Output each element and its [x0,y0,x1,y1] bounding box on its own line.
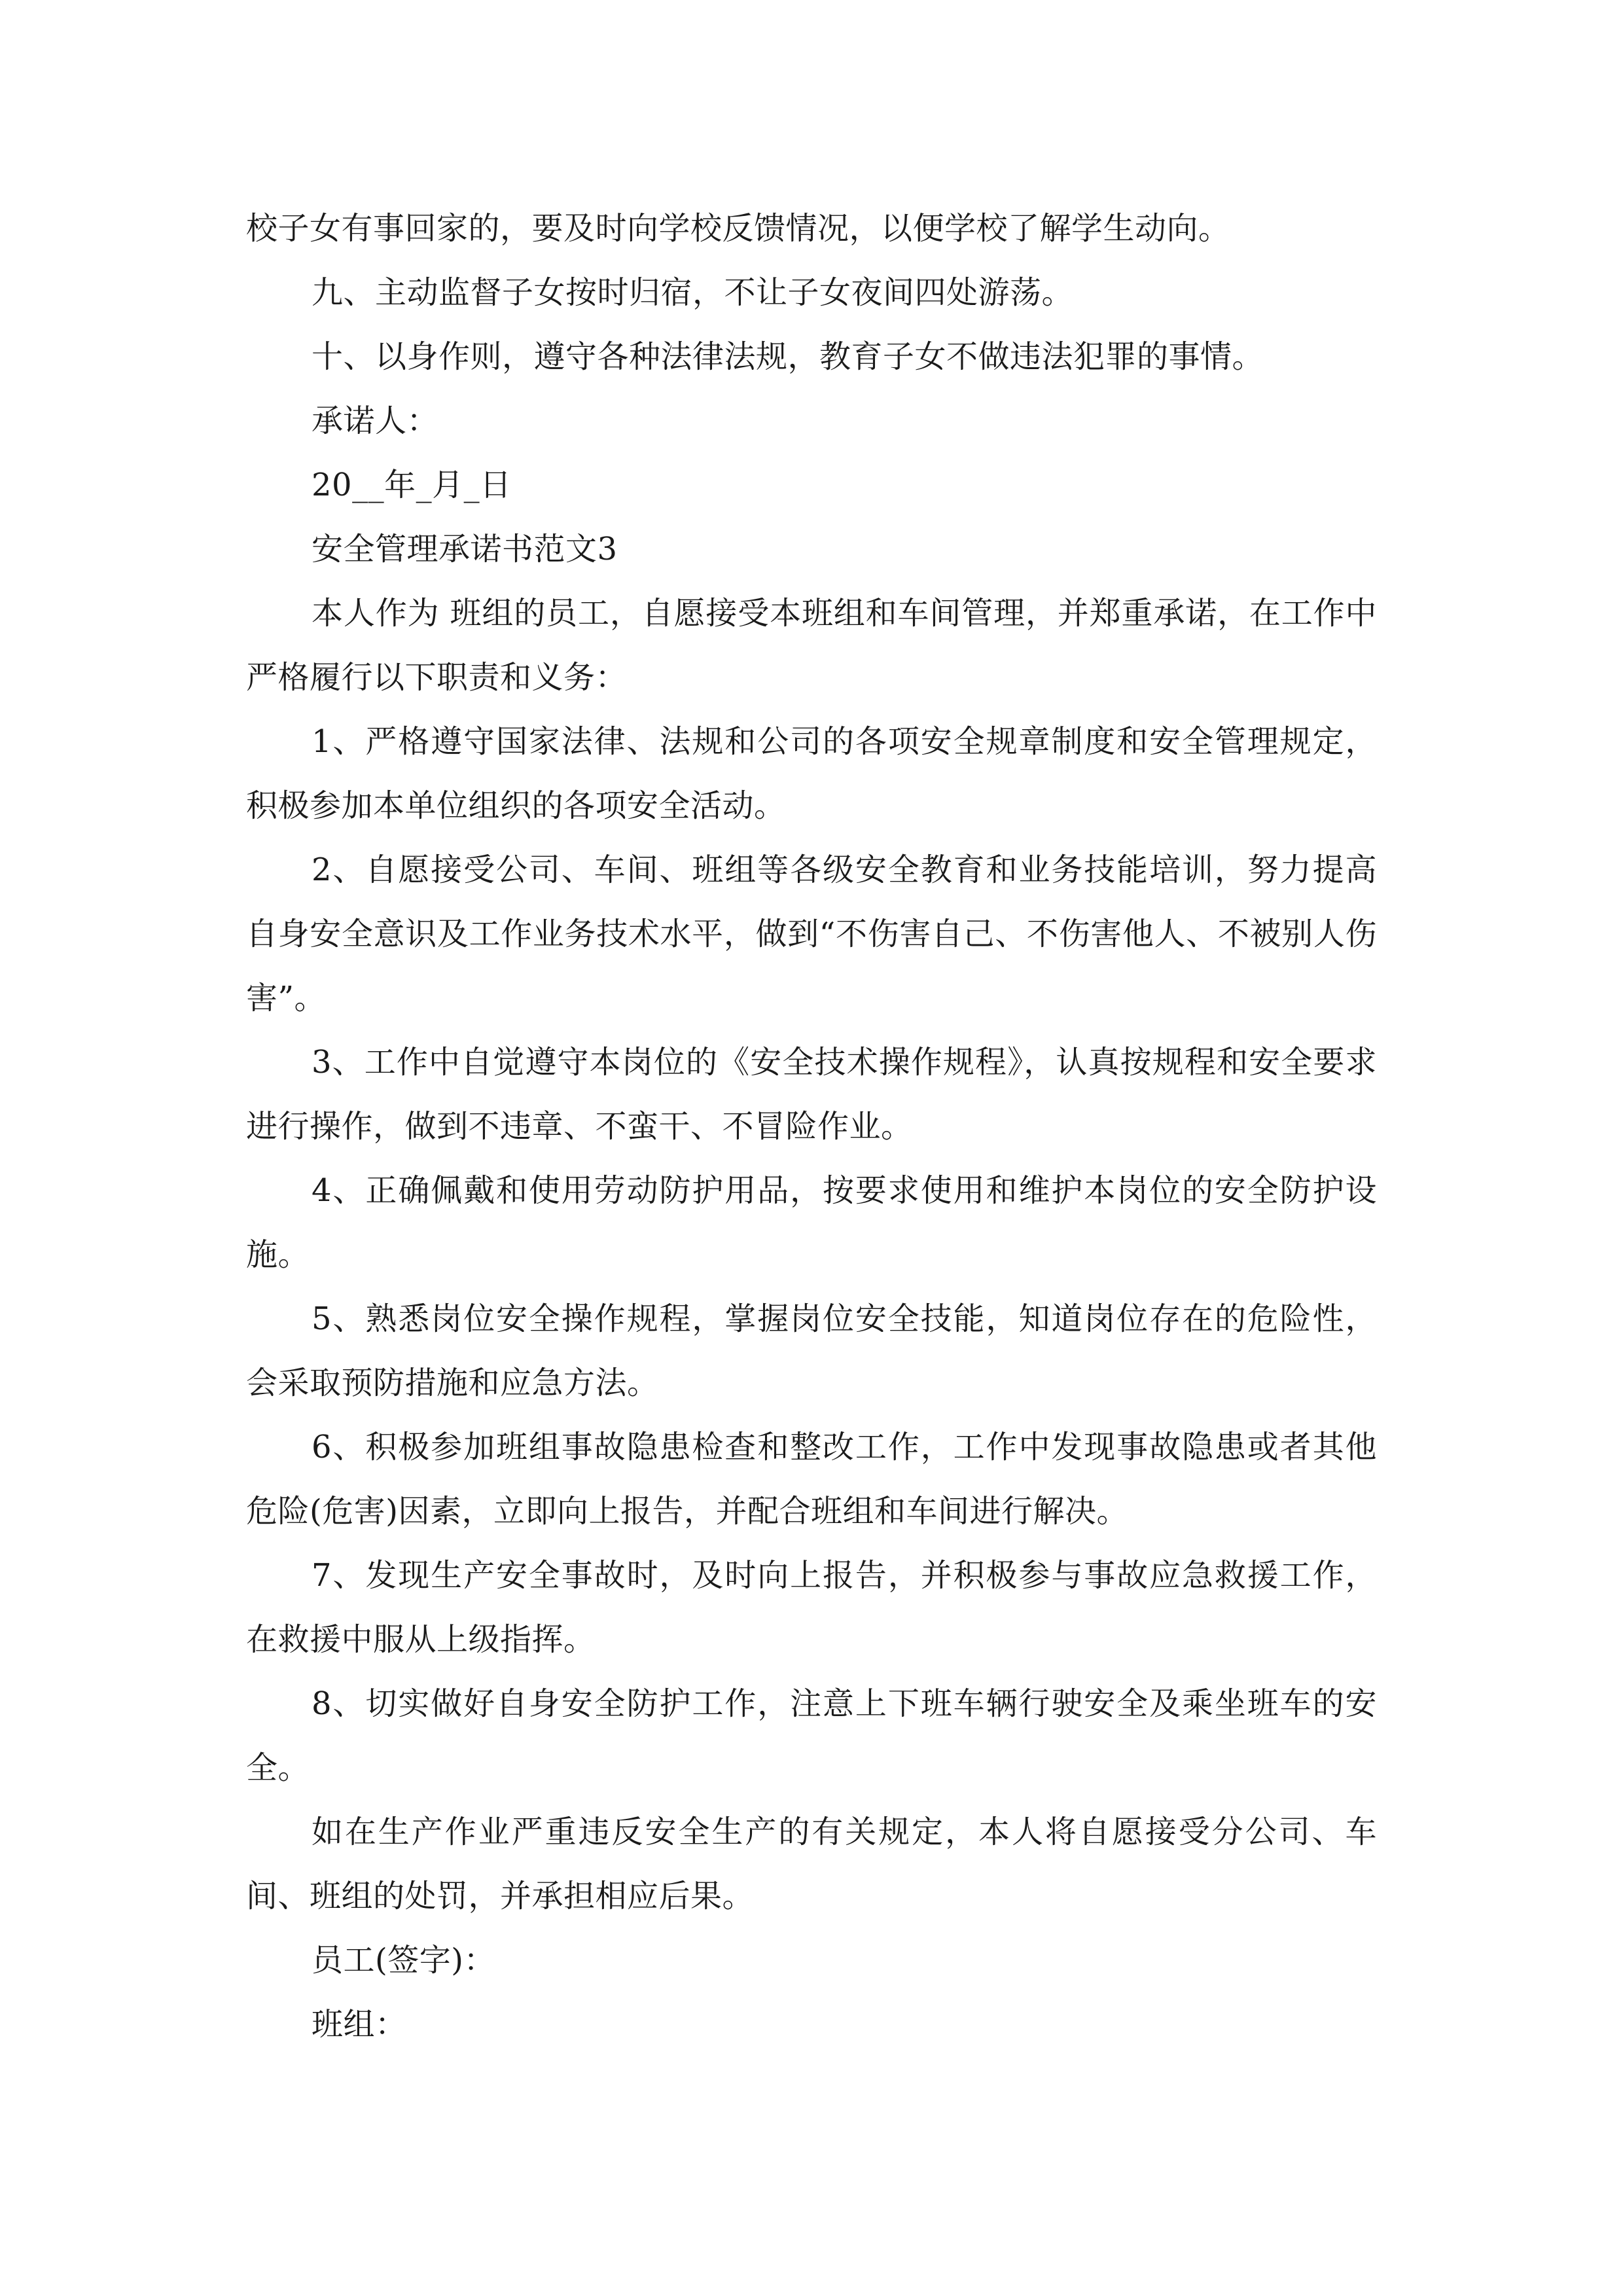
paragraph-clause-1: 1、严格遵守国家法律、法规和公司的各项安全规章制度和安全管理规定，积极参加本单位组织的各项安全活动。 [246,723,1377,824]
signature-employee: 员工(签字)： [312,1942,495,1979]
paragraph-penalty: 如在生产作业严重违反安全生产的有关规定，本人将自愿接受分公司、车间、班组的处罚，并承担相应后果。 [246,1814,1377,1914]
document-body [246,196,1377,2056]
paragraph-item-10: 十、以身作则，遵守各种法律法规，教育子女不做违法犯罪的事情。 [312,338,1264,375]
section-title: 安全管理承诺书范文3 [312,531,618,567]
paragraph-clause-6: 6、积极参加班组事故隐患检查和整改工作，工作中发现事故隐患或者其他危险(危害)因素，立即向上报告，并配合班组和车间进行解决。 [246,1429,1377,1530]
paragraph-clause-7: 7、发现生产安全事故时，及时向上报告，并积极参与事故应急救援工作，在救援中服从上级指挥。 [246,1557,1377,1658]
paragraph-intro: 本人作为 班组的员工，自愿接受本班组和车间管理，并郑重承诺，在工作中严格履行以下职责和义务： [246,595,1377,696]
paragraph-continuation: 校子女有事回家的，要及时向学校反馈情况，以便学校了解学生动向。 [246,210,1230,247]
paragraph-clause-2: 2、自愿接受公司、车间、班组等各级安全教育和业务技能培训，努力提高自身安全意识及工作业务技术水平，做到“不伤害自己、不伤害他人、不被别人伤害”。 [246,852,1377,1016]
paragraph-clause-3: 3、工作中自觉遵守本岗位的《安全技术操作规程》，认真按规程和安全要求进行操作，做到不违章、不蛮干、不冒险作业。 [246,1044,1377,1145]
signature-promisor: 承诺人： [312,403,439,439]
paragraph-item-9: 九、主动监督子女按时归宿，不让子女夜间四处游荡。 [312,274,1074,311]
paragraph-clause-5: 5、熟悉岗位安全操作规程，掌握岗位安全技能，知道岗位存在的危险性，会采取预防措施和应急方法。 [246,1300,1377,1401]
paragraph-clause-4: 4、正确佩戴和使用劳动防护用品，按要求使用和维护本岗位的安全防护设施。 [246,1172,1377,1273]
signature-team: 班组： [312,2006,407,2043]
paragraph-clause-8: 8、切实做好自身安全防护工作，注意上下班车辆行驶安全及乘坐班车的安全。 [246,1685,1377,1786]
date-line: 20__年_月_日 [312,467,512,503]
